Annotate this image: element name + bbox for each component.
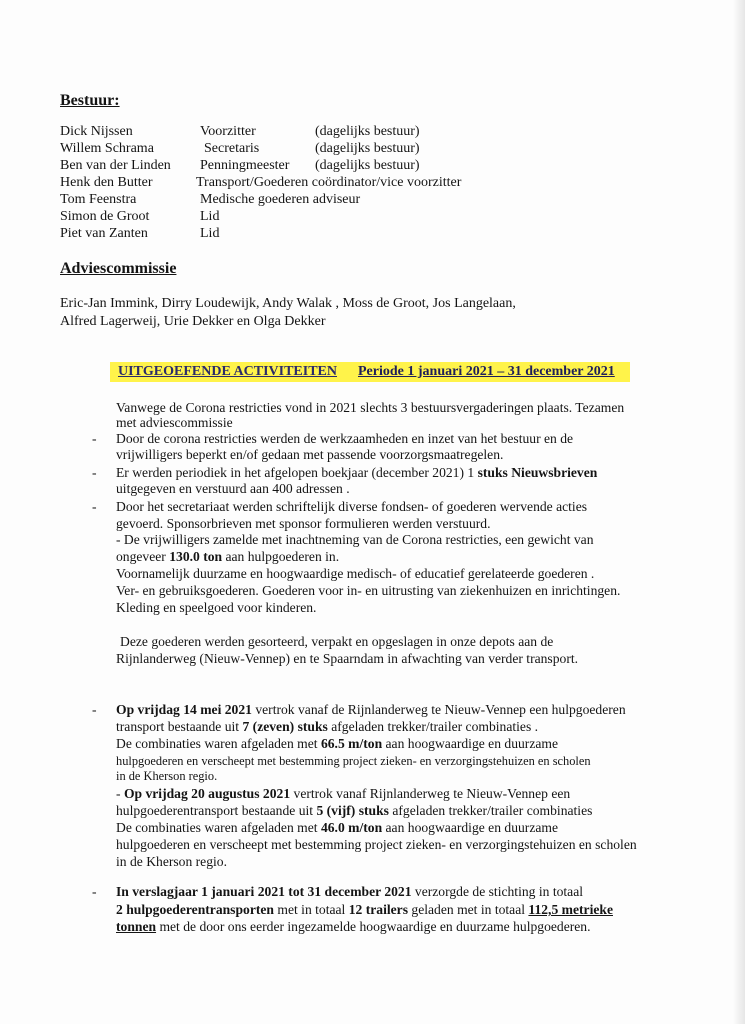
body-line: Door het secretariaat werden schriftelijk diverse fondsen- of goederen wervende acties xyxy=(116,499,588,514)
body-line: Kleding en speelgoed voor kinderen. xyxy=(116,600,317,615)
body-line: - De vrijwilligers zamelde met inachtneming van de Corona restricties, een gewicht van xyxy=(116,532,594,547)
body-line: transport bestaande uit 7 (zeven) stuks afgeladen trekker/trailer combinaties . xyxy=(116,719,539,734)
body-line: Op vrijdag 14 mei 2021 vertrok vanaf de Rijnlanderweg te Nieuw-Vennep een hulpgoederen xyxy=(116,702,626,717)
member-role: Penningmeester xyxy=(200,158,290,173)
member-role: Medische goederen adviseur xyxy=(200,192,361,207)
body-line: Ver- en gebruiksgoederen. Goederen voor in- en uitrusting van ziekenhuizen en inrichtingen. xyxy=(116,583,621,598)
member-note: (dagelijks bestuur) xyxy=(315,141,420,156)
body-line: - Op vrijdag 20 augustus 2021 vertrok vanaf Rijnlanderweg te Nieuw-Vennep een xyxy=(116,786,571,801)
member-note: (dagelijks bestuur) xyxy=(315,124,420,139)
member-role: Lid xyxy=(200,209,220,224)
body-line: gevoerd. Sponsorbrieven met sponsor formulieren werden verstuurd. xyxy=(116,516,491,531)
body-line: hulpgoederen en verscheept met bestemming project zieken- en verzorgingstehuizen en scholen xyxy=(116,754,591,768)
summary-line: 2 hulpgoederentransporten met in totaal 12 trailers geladen met in totaal 112,5 metrieke xyxy=(116,902,613,917)
member-role: Voorzitter xyxy=(200,124,256,139)
body-line: Voornamelijk duurzame en hoogwaardige medisch- of educatief gerelateerde goederen . xyxy=(116,566,595,581)
member-role: Secretaris xyxy=(204,141,260,156)
advies-line: Alfred Lagerweij, Urie Dekker en Olga Dekker xyxy=(60,314,326,329)
section-period: Periode 1 januari 2021 – 31 december 2021 xyxy=(358,364,615,379)
member-name: Ben van der Linden xyxy=(60,158,171,173)
body-line: in de Kherson regio. xyxy=(116,769,218,783)
body-line: ongeveer 130.0 ton aan hulpgoederen in. xyxy=(116,549,340,564)
bullet-dash: - xyxy=(92,884,97,899)
bestuur-heading: Bestuur: xyxy=(60,92,120,109)
body-line: uitgegeven en verstuurd aan 400 adressen . xyxy=(116,481,350,496)
body-line: hulpgoederen en verscheept met bestemming project zieken- en verzorgingstehuizen en scholen xyxy=(116,837,637,852)
bullet-dash: - xyxy=(92,465,97,480)
member-name: Henk den Butter xyxy=(60,175,153,190)
body-line: vrijwilligers beperkt en/of gedaan met passende voorzorgsmaatregelen. xyxy=(116,447,504,462)
body-line: De combinaties waren afgeladen met 46.0 m/ton aan hoogwaardige en duurzame xyxy=(116,820,559,835)
body-line: hulpgoederentransport bestaande uit 5 (vijf) stuks afgeladen trekker/trailer combinaties xyxy=(116,803,593,818)
intro-line: Vanwege de Corona restricties vond in 2021 slechts 3 bestuursvergaderingen plaats. Tezamen xyxy=(116,400,625,415)
section-title: UITGEOEFENDE ACTIVITEITEN xyxy=(118,364,338,379)
advies-line: Eric-Jan Immink, Dirry Loudewijk, Andy Walak , Moss de Groot, Jos Langelaan, xyxy=(60,296,516,311)
member-note: (dagelijks bestuur) xyxy=(315,158,420,173)
body-line: in de Kherson regio. xyxy=(116,854,227,869)
intro-line: met adviescommissie xyxy=(116,415,233,430)
member-name: Piet van Zanten xyxy=(60,226,148,241)
member-name: Willem Schrama xyxy=(60,141,154,156)
body-line: De combinaties waren afgeladen met 66.5 m/ton aan hoogwaardige en duurzame xyxy=(116,736,559,751)
member-name: Tom Feenstra xyxy=(60,192,137,207)
body-line: Deze goederen werden gesorteerd, verpakt en opgeslagen in onze depots aan de xyxy=(120,634,554,649)
bullet-dash: - xyxy=(92,499,97,514)
body-line: Rijnlanderweg (Nieuw-Vennep) en te Spaarndam in afwachting van verder transport. xyxy=(116,651,579,666)
summary-line: In verslagjaar 1 januari 2021 tot 31 december 2021 verzorgde de stichting in totaal xyxy=(116,884,584,899)
member-name: Dick Nijssen xyxy=(60,124,133,139)
scan-page-edge xyxy=(733,0,745,1024)
body-line: Door de corona restricties werden de werkzaamheden en inzet van het bestuur en de xyxy=(116,431,574,446)
advies-heading: Adviescommissie xyxy=(60,260,177,277)
member-role: Lid xyxy=(200,226,220,241)
member-name: Simon de Groot xyxy=(60,209,150,224)
member-role: Transport/Goederen coördinator/vice voorzitter xyxy=(196,175,462,190)
summary-line: tonnen met de door ons eerder ingezamelde hoogwaardige en duurzame hulpgoederen. xyxy=(116,919,591,934)
bullet-dash: - xyxy=(92,702,97,717)
bullet-dash: - xyxy=(92,431,97,446)
body-line: Er werden periodiek in het afgelopen boekjaar (december 2021) 1 stuks Nieuwsbrieven xyxy=(116,465,598,480)
